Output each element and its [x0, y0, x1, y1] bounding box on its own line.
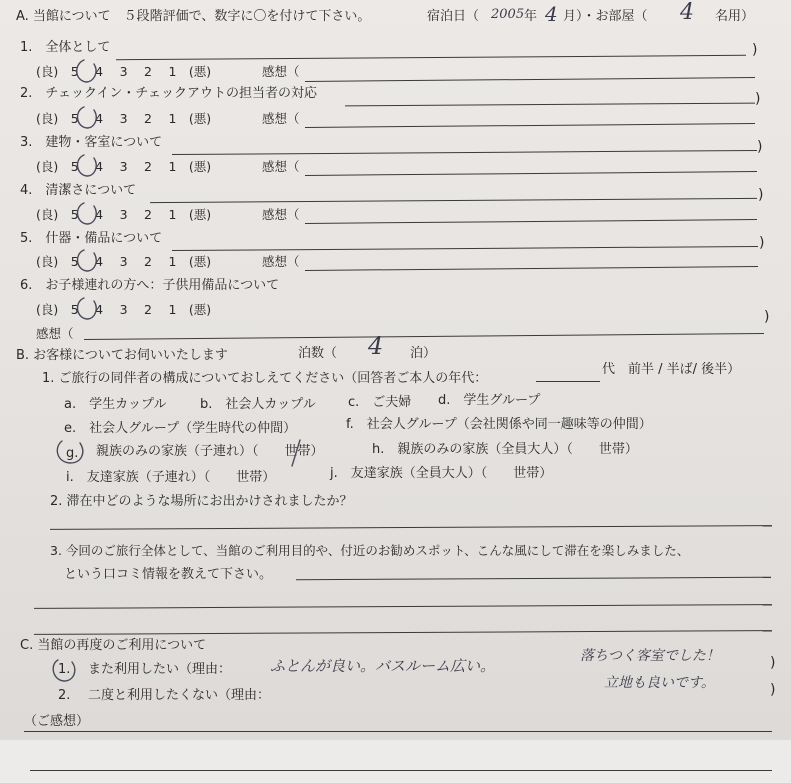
item-1-upper-line	[116, 55, 746, 60]
item-6-paren-close: )	[764, 309, 770, 325]
item-3-label: 3. 建物・客室について	[20, 135, 163, 150]
stay-year-value[interactable]: 2005	[491, 7, 525, 22]
revisit-option-1-paren-close: )	[770, 655, 776, 671]
item-5-impression-line[interactable]	[305, 266, 758, 271]
item-1-impression-label: 感想（	[262, 64, 300, 79]
item-4-impression-label: 感想（	[262, 207, 300, 222]
section-a-title: A. 当館について ５段階評価で、数字に〇を付けて下さい。	[16, 9, 371, 24]
item-5-impression-label: 感想（	[262, 254, 300, 269]
item-5-paren-close: )	[759, 235, 765, 251]
option-b[interactable]: b. 社会人カップル	[200, 397, 316, 412]
nights-value[interactable]: 4	[368, 332, 384, 360]
item-6-impression-line[interactable]	[84, 333, 764, 340]
q3-answer-line-2[interactable]	[34, 604, 772, 609]
section-b-title: B. お客様についてお伺いいたします	[16, 348, 228, 363]
option-h[interactable]: h. 親族のみの家族（全員大人）（ 世帯）	[372, 442, 638, 457]
month-room-label: 月）・お部屋（	[563, 9, 648, 24]
item-2-scale[interactable]: (良) 5 4 3 2 1 (悪)	[36, 111, 212, 126]
revisit-reason-handwritten-3[interactable]: 立地も良いです。	[604, 675, 715, 691]
q2-label: 2. 滞在中どのような場所にお出かけされましたか？	[50, 494, 353, 509]
item-2-paren-close: )	[755, 91, 761, 107]
revisit-option-1-text: また利用したい（理由：	[88, 662, 232, 677]
comments-line-2[interactable]	[30, 770, 772, 771]
option-g-text: 親族のみの家族（子連れ）（ 世帯）	[96, 444, 324, 459]
revisit-reason-handwritten-1[interactable]: ふとんが良い。バスルーム広い。	[270, 657, 496, 675]
item-3-scale[interactable]: (良) 5 4 3 2 1 (悪)	[36, 159, 212, 174]
age-options[interactable]: 代 前半 / 半ば/ 後半）	[602, 362, 741, 377]
item-3-impression-line[interactable]	[305, 171, 757, 176]
option-f[interactable]: f. 社会人グループ（会社関係や同一趣味等の仲間）	[346, 417, 652, 432]
option-a[interactable]: a. 学生カップル	[64, 397, 167, 412]
option-e[interactable]: e. 社会人グループ（学生時代の仲間）	[64, 421, 297, 436]
item-5-scale[interactable]: (良) 5 4 3 2 1 (悪)	[36, 254, 212, 269]
room-type-label: 名用）	[715, 9, 755, 24]
revisit-reason-handwritten-2[interactable]: 落ちつく客室でした！	[580, 648, 720, 664]
item-5-upper-line	[172, 246, 758, 251]
page-bottom-strip	[0, 740, 791, 783]
item-4-paren-close: )	[758, 187, 764, 203]
stay-date-label: 宿泊日（	[427, 9, 480, 24]
option-j[interactable]: j. 友達家族（全員大人）（ 世帯）	[330, 466, 553, 481]
item-1-label: 1. 全体として	[20, 40, 111, 55]
revisit-option-2-text: 二度と利用したくない（理由：	[88, 688, 271, 703]
item-2-impression-line[interactable]	[305, 123, 755, 128]
option-i[interactable]: i. 友達家族（子連れ）（ 世帯）	[66, 470, 276, 485]
year-label: 年	[524, 9, 538, 24]
room-count-value[interactable]: 4	[680, 0, 694, 25]
comments-line-1[interactable]	[24, 731, 772, 732]
option-c[interactable]: c. ご夫婦	[348, 395, 412, 410]
item-6-label: 6. お子様連れの方へ：子供用備品について	[20, 278, 280, 293]
item-4-label: 4. 清潔さについて	[20, 183, 137, 198]
q3-label-line1: 3. 今回のご旅行全体として、当館のご利用目的や、付近のお勧めスポット、こんな風にして滞在を楽しみました、	[50, 543, 690, 558]
q3-label-line2: という口コミ情報を教えて下さい。	[64, 567, 273, 582]
option-d[interactable]: d. 学生グループ	[438, 393, 541, 408]
q1-label: 1. ご旅行の同伴者の構成についておしえてください（回答者ご本人の年代：	[42, 371, 488, 386]
item-1-scale[interactable]: (良) 5 4 3 2 1 (悪)	[36, 64, 212, 79]
item-2-label: 2. チェックイン・チェックアウトの担当者の対応	[20, 86, 317, 101]
item-1-paren-close: )	[752, 42, 758, 58]
item-3-upper-line	[172, 150, 757, 155]
item-3-impression-label: 感想（	[262, 159, 300, 174]
revisit-option-1-marker[interactable]: 1.	[58, 662, 71, 677]
item-2-impression-label: 感想（	[262, 111, 300, 126]
q3-answer-line-1[interactable]	[296, 577, 771, 580]
comments-label: （ご感想）	[24, 714, 90, 729]
item-3-paren-close: )	[757, 139, 763, 155]
item-6-impression-label: 感想（	[36, 326, 74, 341]
q3-answer-line-3[interactable]	[34, 630, 772, 635]
item-5-label: 5. 什器・備品について	[20, 231, 163, 246]
item-4-upper-line	[150, 198, 757, 203]
stay-month-value[interactable]: 4	[545, 2, 558, 26]
option-g-marker[interactable]: g.	[66, 446, 79, 461]
item-2-upper-line	[345, 103, 755, 107]
q2-answer-line[interactable]	[50, 525, 772, 530]
item-6-scale[interactable]: (良) 5 4 3 2 1 (悪)	[36, 302, 212, 317]
item-4-scale[interactable]: (良) 5 4 3 2 1 (悪)	[36, 207, 212, 222]
nights-label: 泊数（	[298, 346, 338, 361]
revisit-option-2-marker[interactable]: 2.	[58, 688, 71, 703]
item-1-impression-line[interactable]	[305, 77, 755, 82]
revisit-option-2-paren-close: )	[770, 682, 776, 698]
nights-suffix: 泊）	[410, 346, 437, 361]
item-4-impression-line[interactable]	[305, 219, 757, 224]
age-input-line[interactable]	[536, 381, 600, 382]
section-c-title: C. 当館の再度のご利用について	[20, 638, 207, 653]
